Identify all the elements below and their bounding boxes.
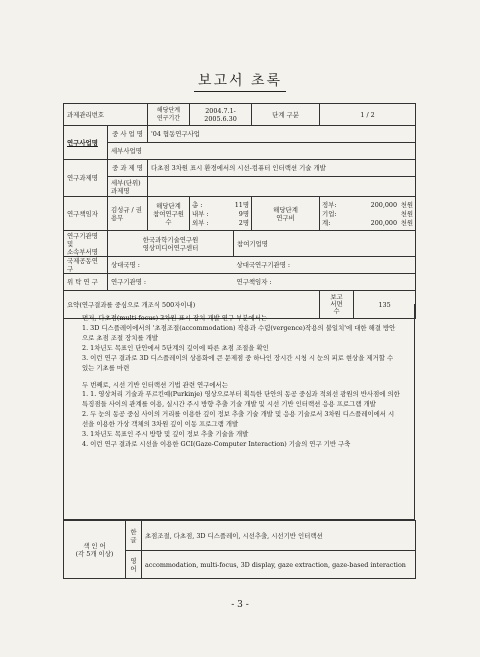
budget-company-value xyxy=(344,210,397,218)
period-label: 해당단계 연구기간 xyxy=(148,104,190,126)
budget-gov-unit: 천원 xyxy=(400,200,414,209)
outsourcing-leader-label: 연구책임자 : xyxy=(234,274,416,291)
budget-total-label: 계: xyxy=(322,218,331,227)
task-value: 다초점 3차원 표시 환경에서의 시선-컴퓨터 인터랙션 기술 개발 xyxy=(148,160,416,177)
partner-country-label: 상대국명 : xyxy=(108,257,234,274)
participant-counts xyxy=(190,197,252,231)
abstract-p1: 먼저, 다초점(multi-focus) 3차원 표시 장치 개발 연구 부분에서는 xyxy=(82,314,267,322)
abstract-p2-item2: 2. 두 눈의 동공 중심 사이의 거리를 이용한 깊이 정보 추출 기술 개발 및 응용 기술로서 3차원 디스플레이에서 시선을 이용한 가상 객체의 3차원 깊이 이동 프로그램 개발 xyxy=(82,410,395,429)
period-value: 2004.7.1-2005.6.30 xyxy=(190,104,252,126)
institution-value: 한국과학기술연구원 영상미디어연구센터 xyxy=(108,231,234,257)
report-pages-value: 135 xyxy=(354,291,416,319)
business-section-label: 연구사업명 xyxy=(64,126,108,160)
task-section-label: 연구과제명 xyxy=(64,160,108,197)
keyword-label: 색 인 어 (각 5개 이상) xyxy=(64,521,126,579)
keyword-table xyxy=(63,520,416,579)
institution-label: 연구기관명 및 소속부서명 xyxy=(64,231,108,257)
budget-company-label: 기업: xyxy=(322,209,337,218)
middle-business-label: 중 사 업 명 xyxy=(108,126,148,143)
stage-value: 1 / 2 xyxy=(320,104,416,126)
intl-research-label: 국제공동연구 xyxy=(64,257,108,274)
report-pages-label: 보고 서면 수 xyxy=(320,291,354,319)
outsourcing-org-label: 연구기관명 : xyxy=(108,274,234,291)
count-internal-value: 9명 xyxy=(238,209,250,218)
keyword-ko-value: 초점조절, 다초점, 3D 디스플레이, 시선추출, 시선기반 인터랙션 xyxy=(142,521,416,551)
participant-count-label: 해당단계 참여연구원수 xyxy=(148,197,190,231)
count-external-value: 2명 xyxy=(238,218,250,227)
page-number: - 3 - xyxy=(231,600,249,610)
abstract-p1-item2: 2. 1차년도 목표인 단안에서 5단계의 깊이에 따른 초점 조절을 확인 xyxy=(82,343,269,352)
abstract-p2-item4: 4. 이런 연구 결과로 시선을 이용한 GCI(Gaze-Computer Interaction) 기술의 연구 기반 구축 xyxy=(82,440,351,449)
abstract-p1-item1: 1. 3D 디스플레이에서의 '초점조절(accommodation) 작용과 수렴(vergence)작용의 불일치'에 대한 해결 방안으로 초점 조절 장치를 개발 xyxy=(82,323,396,342)
budget-values xyxy=(320,197,416,231)
count-external-label: 외부 : xyxy=(192,218,209,227)
keyword-en-value: accommodation, multi-focus, 3D display, gaze extraction, gaze-based interaction xyxy=(142,551,416,579)
keyword-ko-label: 한 글 xyxy=(126,521,142,551)
count-internal-label: 내부 : xyxy=(192,209,209,218)
detail-business-value: 세부사업명 xyxy=(108,143,416,160)
partner-institution-label: 상대국연구기관명 : xyxy=(234,257,416,274)
subtask-value xyxy=(148,177,416,197)
budget-total-value: 200,000 xyxy=(370,218,398,227)
keyword-en-label: 영 어 xyxy=(126,551,142,579)
count-total-value: 11명 xyxy=(234,200,250,209)
stage-label: 단계 구분 xyxy=(252,104,320,126)
budget-gov-value: 200,000 xyxy=(370,200,398,209)
company-label: 참여기업명 xyxy=(234,231,416,257)
middle-business-value: '04 협동연구사업 xyxy=(148,126,416,143)
count-total-label: 총 : xyxy=(192,200,203,209)
abstract-p1-item3: 3. 이런 연구 결과로 3D 디스플레이의 상용화에 큰 문제점 중 하나인 장시간 시청 시 눈의 피로 현상을 제거할 수 있는 기초를 마련 xyxy=(82,353,394,372)
task-label: 중 과 제 명 xyxy=(108,160,148,177)
budget-label: 해당단계 연구비 xyxy=(252,197,320,231)
abstract-body xyxy=(63,304,415,520)
report-info-table xyxy=(63,103,416,319)
abstract-p2-item3: 3. 1차년도 목표인 주시 방향 및 깊이 정보 추출 기술을 개발 xyxy=(82,430,249,439)
leader-label: 연구책임자 xyxy=(64,197,108,231)
budget-company-unit: 천원 xyxy=(400,209,414,218)
abstract-p2: 두 번째로, 시선 기반 인터랙션 기법 관련 연구에서는 xyxy=(82,380,228,389)
outsourcing-label: 위 탁 연 구 xyxy=(64,274,108,291)
leader-value: 김성규 / 권용무 xyxy=(108,197,148,231)
abstract-p2-item1: 1. 1. 영상처리 기술과 푸르킨예(Purkinje) 영상으로부터 획득한 단안의 동공 중심과 적외선 광원의 반사점에 의한 특징점들 사이의 관계를 이용, 실시간 주시 방향 추출 기술 개발 및 시선 기반 인터랙션 응용 프로그램 개발 xyxy=(82,390,400,409)
subtask-label: 세부(단위)과제명 xyxy=(108,177,148,197)
mgmt-no-label: 과제관리번호 xyxy=(64,104,148,126)
summary-label: 요약(연구결과를 중심으로 개조식 500자이내) xyxy=(64,291,320,319)
report-title: 보고서 초록 xyxy=(0,70,480,90)
budget-total-unit: 천원 xyxy=(400,218,414,227)
budget-gov-label: 정부: xyxy=(322,200,337,209)
